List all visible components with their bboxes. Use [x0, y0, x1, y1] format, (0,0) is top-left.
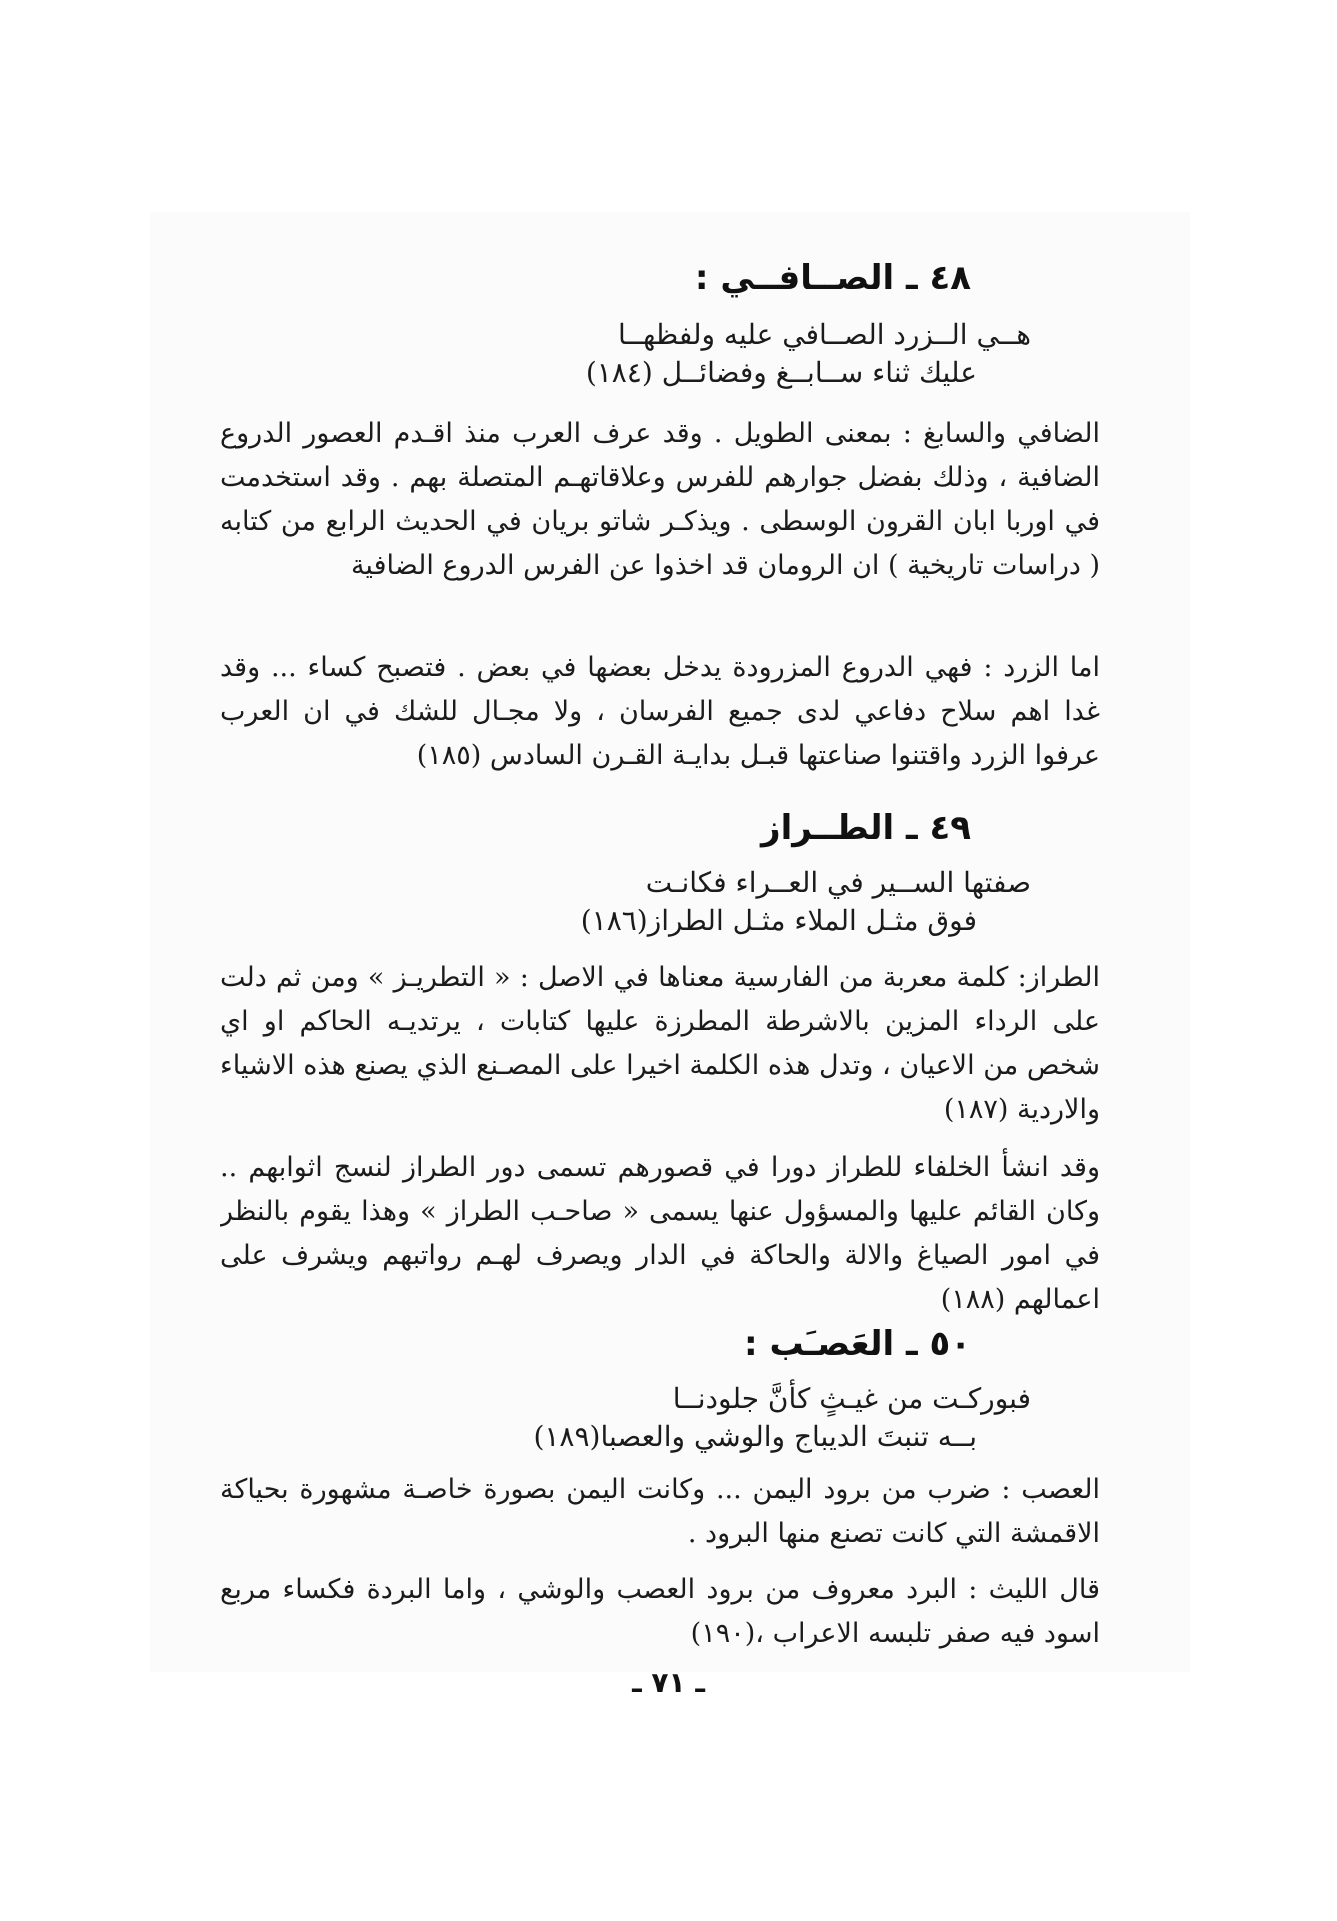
paragraph: الطراز: كلمة معربة من الفارسية معناها في الاصل : « التطريـز » ومن ثم دلت على الرداء المزين بالاشرطة المطرزة عليها كتابات ، يرتديـه الحاكم او اي شخص من الاعيان ، وتدل هذه الكلمة اخيرا على المصـنع الذي يصنع هذه الاشياء والاردية (١٨٧): [220, 962, 1100, 1125]
paragraph: اما الزرد : فهي الدروع المزرودة يدخل بعضها في بعض . فتصبح كساء ... وقد غدا اهم سلاح دفاعي لدى جميع الفرسان ، ولا مجـال للشك في ان العرب عرفوا الزرد واقتنوا صناعتها قبـل بدايـة القـرن السادس (١٨٥): [220, 652, 1100, 771]
paragraph: الضافي والسابغ : بمعنى الطويل . وقد عرف العرب منذ اقـدم العصور الدروع الضافية ، وذلك بفضل جوارهم للفرس وعلاقاتهـم المتصلة بهم . وقد استخدمت في اوربا ابان القرون الوسطى . ويذكـر شاتو بريان في الحديث الرابع من كتابه ( دراسات تاريخية ) ان الرومان قد اخذوا عن الفرس الدروع الضافية: [220, 418, 1100, 581]
verse-line-49-2: فوق مثـل الملاء مثـل الطراز(١٨٦): [580, 904, 977, 937]
verse-line-48-1: هــي الــزرد الصــافي عليه ولفظهــا: [618, 318, 1031, 351]
section-heading-49: ٤٩ ـ الطــراز: [761, 808, 971, 848]
verse-line-49-1: صفتها الســير في العــراء فكانـت: [645, 866, 1031, 899]
verse-line-50-1: فبوركـت من غيـثٍ كأنَّ جلودنــا: [672, 1382, 1031, 1415]
paragraph: وقد انشأ الخلفاء للطراز دورا في قصورهم تسمى دور الطراز لنسج اثوابهم .. وكان القائم عليها والمسؤول عنها يسمى « صاحـب الطراز » وهذا يقوم بالنظر في امور الصياغ والالة والحاكة في الدار ويصرف لهـم رواتبهم ويشرف على اعمالهم (١٨٨): [220, 1152, 1100, 1315]
section-heading-48: ٤٨ ـ الصــافــي :: [694, 258, 971, 298]
section-heading-50: ٥٠ ـ العَصـَب :: [744, 1324, 971, 1364]
verse-line-48-2: عليك ثناء ســابــغ وفضائــل (١٨٤): [585, 356, 977, 389]
page-number: ـ ٧١ ـ: [632, 1666, 705, 1699]
section-50-body: [220, 1468, 1100, 1656]
section-49-body: [220, 956, 1100, 1322]
verse-line-50-2: بــه تنبتَ الديباج والوشي والعصبا(١٨٩): [533, 1420, 977, 1453]
section-48-body: [220, 412, 1100, 824]
paragraph: العصب : ضرب من برود اليمن ... وكانت اليمن بصورة خاصـة مشهورة بحياكة الاقمشة التي كانت تصنع منها البرود .: [220, 1474, 1100, 1549]
paragraph: قال الليث : البرد معروف من برود العصب والوشي ، واما البردة فكساء مربع اسود فيه صفر تلبسه الاعراب ،(١٩٠): [220, 1574, 1100, 1649]
